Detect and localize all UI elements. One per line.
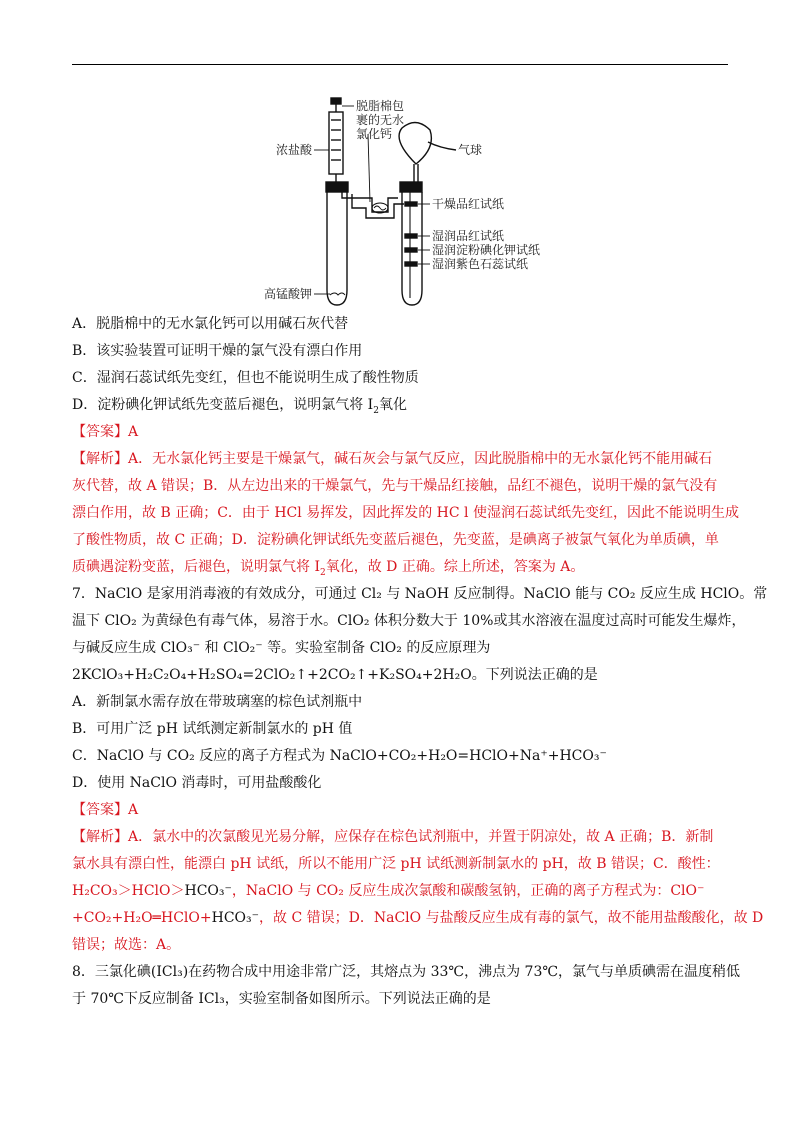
label-dry-red: 干燥品红试纸 (432, 197, 505, 211)
apparatus-diagram (264, 90, 550, 312)
q7-answer: 【答案】A (72, 802, 139, 818)
label-balloon: 气球 (458, 143, 483, 157)
q6-option-d: D．淀粉碘化钾试纸先变蓝后褪色，说明氯气将 $I_2$氧化 (72, 397, 407, 416)
q6-analysis-5-pre: 质碘遇淀粉变蓝，后褪色，说明氯气将 I (72, 559, 320, 575)
q7-analysis-2: 氯水具有漂白性，能漂白 pH 试纸，所以不能用广泛 pH 试纸测新制氯水的 pH，故 B 错误；C．酸性： (72, 856, 720, 872)
q6-analysis-1: 【解析】A．无水氯化钙主要是干燥氯气，碱石灰会与氯气反应，因此脱脂棉中的无水氯化钙不能用碱石 (72, 451, 713, 467)
label-cotton-2: 裹的无水 (356, 113, 405, 127)
header-rule (72, 64, 728, 65)
label-starch-ki: 湿润淀粉碘化钾试纸 (432, 243, 541, 257)
q6-analysis-5: 质碘遇淀粉变蓝，后褪色，说明氯气将 $I_2$氧化，故 D 正确。综上所述，答案为 A。 (72, 559, 585, 578)
label-cotton-3: 氯化钙 (356, 127, 393, 141)
q6-analysis-4: 了酸性物质，故 C 正确；D．淀粉碘化钾试纸先变蓝后褪色，先变蓝，是碘离子被氯气氧化为单质碘，单 (72, 532, 719, 548)
label-wet-red: 湿润品红试纸 (432, 229, 505, 243)
q7-analysis-4-post: ，故 C 错误；D．NaClO 与盐酸反应生成有毒的氯气，故不能用盐酸酸化，故 D (259, 910, 764, 926)
q6-option-c: C．湿润石蕊试纸先变红，但也不能说明生成了酸性物质 (72, 370, 419, 386)
q7-stem-3: 与碱反应生成 ClO₃⁻ 和 ClO₂⁻ 等。实验室制备 ClO₂ 的反应原理为 (72, 640, 491, 656)
q7-analysis-3-hco3: HCO₃⁻ (184, 883, 232, 899)
q7-stem-1: 7．NaClO 是家用消毒液的有效成分，可通过 Cl₂ 与 NaOH 反应制得。NaClO 能与 CO₂ 反应生成 HClO。常 (72, 586, 768, 602)
q7-analysis-4 (72, 908, 763, 928)
q7-analysis-4-hco3: HCO₃⁻ (211, 910, 260, 926)
q6-analysis-5-post: 氧化，故 D 正确。综上所述，答案为 A。 (325, 559, 585, 575)
q7-option-a: A．新制氯水需存放在带玻璃塞的棕色试剂瓶中 (72, 694, 363, 710)
q7-stem-2: 温下 ClO₂ 为黄绿色有毒气体，易溶于水。ClO₂ 体积分数大于 10%或其水溶液在温度过高时可能发生爆炸， (72, 613, 746, 629)
q6-analysis-3: 漂白作用，故 B 正确；C．由于 HCl 易挥发，因此挥发的 HC l 使湿润石蕊试纸先变红，因此不能说明生成 (72, 505, 739, 521)
label-litmus: 湿润紫色石蕊试纸 (432, 257, 529, 271)
q8-stem-2: 于 70℃下反应制备 ICl₃，实验室制备如图所示。下列说法正确的是 (72, 991, 491, 1007)
q6-option-d-pre: D．淀粉碘化钾试纸先变蓝后褪色，说明氯气将 I (72, 397, 374, 413)
q7-option-c: C．NaClO 与 CO₂ 反应的离子方程式为 NaClO+CO₂+H₂O=HClO+Na⁺+HCO₃⁻ (72, 748, 607, 764)
label-cotton-1: 脱脂棉包 (356, 99, 405, 113)
q7-option-d: D．使用 NaClO 消毒时，可用盐酸酸化 (72, 775, 322, 791)
label-kmno4: 高锰酸钾 (264, 287, 313, 301)
q7-analysis-3-pre: H₂CO₃＞HClO＞ (72, 883, 185, 899)
apparatus-figure (264, 90, 550, 312)
q7-analysis-3 (72, 881, 704, 901)
q7-analysis-5: 错误；故选：A。 (72, 937, 181, 953)
q7-analysis-4-pre: +CO₂+H₂O═HClO+ (72, 910, 212, 926)
q7-stem-4: 2KClO₃+H₂C₂O₄+H₂SO₄=2ClO₂↑+2CO₂↑+K₂SO₄+2H₂O。下列说法正确的是 (72, 667, 598, 683)
q8-stem-1: 8．三氯化碘(ICl₃)在药物合成中用途非常广泛，其熔点为 33℃，沸点为 73℃，氯气与单质碘需在温度稍低 (72, 964, 741, 980)
q6-analysis-2: 灰代替，故 A 错误；B．从左边出来的干燥氯气，先与干燥品红接触，品红不褪色，说明干燥的氯气没有 (72, 478, 718, 494)
q6-option-d-post: 氧化 (378, 397, 407, 413)
q7-option-b: B．可用广泛 pH 试纸测定新制氯水的 pH 值 (72, 721, 353, 737)
q6-option-a: A．脱脂棉中的无水氯化钙可以用碱石灰代替 (72, 316, 349, 332)
q6-option-b: B．该实验装置可证明干燥的氯气没有漂白作用 (72, 343, 363, 359)
q7-analysis-3-post: ，NaClO 与 CO₂ 反应生成次氯酸和碳酸氢钠，正确的离子方程式为：ClO⁻ (231, 883, 705, 899)
q6-answer: 【答案】A (72, 424, 139, 440)
q7-analysis-1: 【解析】A．氯水中的次氯酸见光易分解，应保存在棕色试剂瓶中，并置于阴凉处，故 A 正确；B．新制 (72, 829, 714, 845)
label-hcl: 浓盐酸 (276, 143, 313, 157)
